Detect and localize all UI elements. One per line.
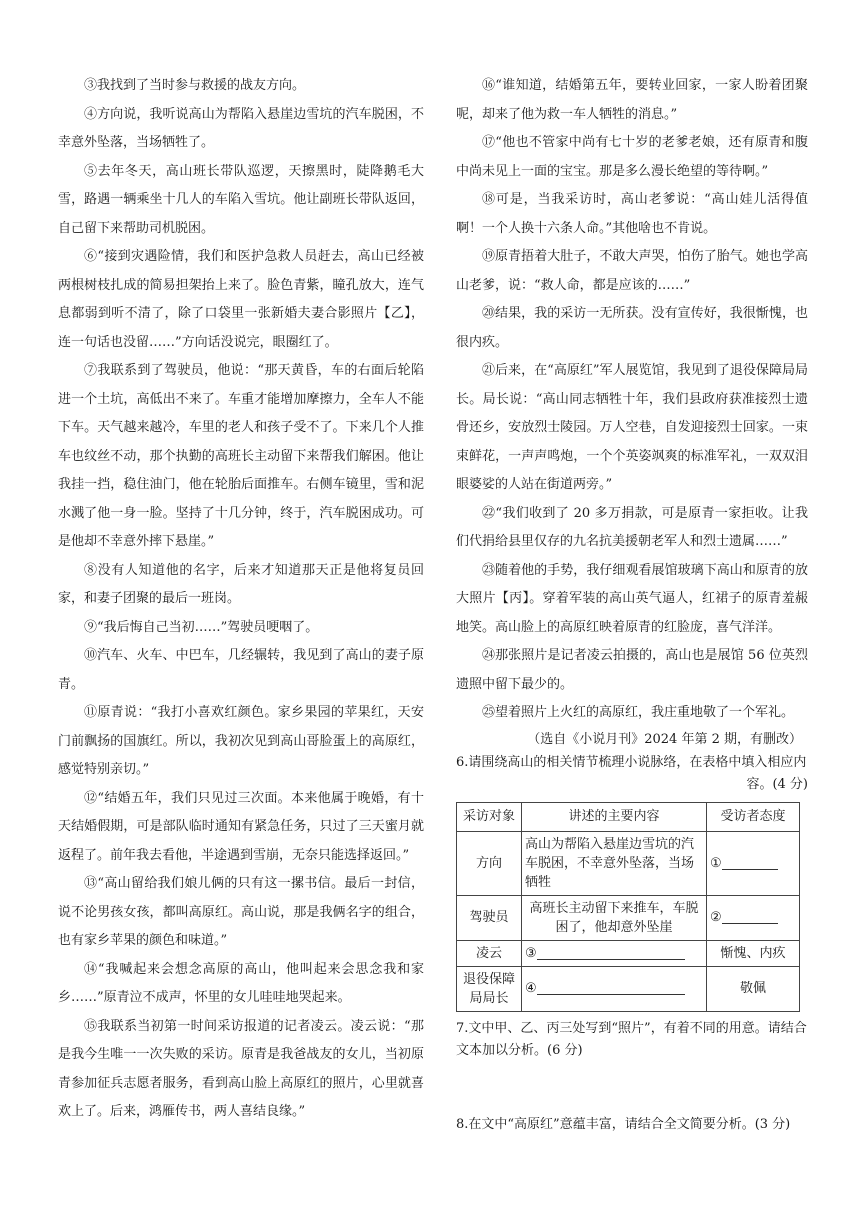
attitude-cell: 惭愧、内疚 bbox=[707, 940, 800, 966]
table-header: 采访对象 bbox=[457, 802, 522, 831]
interviewee-cell: 退役保障局局长 bbox=[457, 966, 522, 1011]
paragraph: ⑰“他也不管家中尚有七十岁的老爹老娘，还有原青和腹中尚未见上一面的宝宝。那是多么漫长绝望的等待啊。” bbox=[456, 135, 808, 179]
paragraph: ⑯“谁知道，结婚第五年，要转业回家，一家人盼着团聚呢，却来了他为救一车人牺牲的消息。” bbox=[456, 78, 808, 122]
answer-space-7[interactable] bbox=[456, 1062, 808, 1114]
paragraph: ⑦我联系到了驾驶员，他说：“那天黄昏，车的右面后轮陷进一个土坑，高低出不来了。车重才能增加摩擦力，全车人不能下车。天气越来越冷，车里的老人和孩子受不了。下来几个人推车也纹丝不动，那个执勤的高班长主动留下来帮我们解困。他让我挂一挡，稳住油门，他在轮胎后面推车。右侧车镜里，雪和泥水溅了他一身一脸。坚持了十几分钟，终于，汽车脱困成功。可是他却不幸意外摔下悬崖。” bbox=[58, 363, 424, 549]
answer-marker: ③ bbox=[525, 945, 537, 961]
paragraph: ㉕望着照片上火红的高原红，我庄重地敬了一个军礼。 bbox=[482, 705, 795, 720]
left-column bbox=[58, 72, 424, 1127]
paragraph: ⑧没有人知道他的名字，后来才知道那天正是他将复员回家，和妻子团聚的最后一班岗。 bbox=[58, 562, 424, 606]
table-header: 讲述的主要内容 bbox=[522, 802, 707, 831]
question-8: 8.在文中“高原红”意蕴丰富，请结合全文简要分析。(3 分) bbox=[456, 1116, 791, 1132]
question-7: 7.文中甲、乙、丙三处写到“照片”，有着不同的用意。请结合文本加以分析。(6 分) bbox=[456, 1020, 807, 1058]
table-row bbox=[457, 895, 800, 940]
paragraph: ⑥“接到灾遇险情，我们和医护急救人员赶去，高山已经被两根树枝扎成的简易担架抬上来了。脸色青紫，瞳孔放大，连气息都弱到听不清了，除了口袋里一张新婚夫妻合影照片【乙】，连一句话也没留……”方向话没说完，眼圈红了。 bbox=[58, 249, 424, 350]
answer-marker: ① bbox=[710, 855, 722, 871]
answer-blank[interactable] bbox=[537, 980, 685, 995]
right-column bbox=[456, 72, 808, 1136]
content-cell: 高班长主动留下来推车，车脱困了，他却意外坠崖 bbox=[522, 895, 707, 940]
paragraph: ㉒“我们收到了 20 多万捐款，可是原青一家拒收。让我们代捐给县里仅存的九名抗美援朝老军人和烈士遗属……” bbox=[456, 505, 808, 549]
paragraph: ⑫“结婚五年，我们只见过三次面。本来他属于晚婚，有十天结婚假期，可是部队临时通知有紧急任务，只过了三天蜜月就返程了。前年我去看他，半途遇到雪崩，无奈只能选择返回。” bbox=[58, 790, 424, 863]
paragraph: ⑪原青说：“我打小喜欢红颜色。家乡果园的苹果红，天安门前飘扬的国旗红。所以，我初次见到高山哥脸蛋上的高原红，感觉特别亲切。” bbox=[58, 705, 424, 777]
answer-blank[interactable] bbox=[537, 945, 685, 960]
table-row bbox=[457, 966, 800, 1011]
attitude-cell: 敬佩 bbox=[707, 966, 800, 1011]
paragraph: ⑤去年冬天，高山班长带队巡逻，天擦黑时，陡降鹅毛大雪，路遇一辆乘坐十几人的车陷入雪坑。他让副班长带队返回，自己留下来帮助司机脱困。 bbox=[58, 163, 424, 236]
interviewee-cell: 驾驶员 bbox=[457, 895, 522, 940]
paragraph: ⑬“高山留给我们娘儿俩的只有这一摞书信。最后一封信，说不论男孩女孩，都叫高原红。高山说，那是我俩名字的组合，也有家乡苹果的颜色和味道。” bbox=[58, 876, 424, 948]
interviewee-cell: 方向 bbox=[457, 831, 522, 895]
attitude-answer-cell[interactable] bbox=[707, 831, 800, 895]
table-row bbox=[457, 831, 800, 895]
paragraph: ⑲原青捂着大肚子，不敢大声哭，怕伤了胎气。她也学高山老爹，说：“救人命，都是应该的……” bbox=[456, 249, 808, 293]
source-citation: （选自《小说月刊》2024 年第 2 期，有删改） bbox=[527, 731, 802, 747]
table-row bbox=[457, 940, 800, 966]
answer-marker: ④ bbox=[525, 981, 537, 996]
table-header: 受访者态度 bbox=[707, 802, 800, 831]
paragraph: ㉔那张照片是记者凌云拍摄的，高山也是展馆 56 位英烈遗照中留下最少的。 bbox=[456, 648, 808, 692]
paragraph: ⑨“我后悔自己当初……”驾驶员哽咽了。 bbox=[84, 619, 319, 635]
paragraph: ③我找到了当时参与救援的战友方向。 bbox=[84, 78, 306, 93]
answer-marker: ② bbox=[710, 910, 722, 925]
content-answer-cell[interactable] bbox=[522, 966, 707, 1011]
paragraph: ⑱可是，当我采访时，高山老爹说：“高山娃儿活得值啊！一个人换十六条人命。”其他啥也不肯说。 bbox=[456, 192, 808, 236]
paragraph: ㉑后来，在“高原红”军人展览馆，我见到了退役保障局局长。局长说：“高山同志牺牲十年，我们县政府获准接烈士遗骨还乡，安放烈士陵园。万人空巷，自发迎接烈士回家。一束束鲜花，一声声鸣炮，一个个英姿飒爽的标准军礼，一双双泪眼婆娑的人站在街道两旁。” bbox=[456, 363, 808, 492]
paragraph: ④方向说，我听说高山为帮陷入悬崖边雪坑的汽车脱困，不幸意外坠落，当场牺牲了。 bbox=[58, 106, 424, 150]
content-answer-cell[interactable] bbox=[522, 940, 707, 966]
interviewee-cell: 凌云 bbox=[457, 940, 522, 966]
answer-blank[interactable] bbox=[722, 855, 778, 870]
question-6-cont: 容。(4 分) bbox=[746, 776, 808, 792]
paragraph: ㉓随着他的手势，我仔细观看展馆玻璃下高山和原青的放大照片【丙】。穿着军装的高山英气逼人，红裙子的原青羞赧地笑。高山脸上的高原红映着原青的红脸庞，喜气洋洋。 bbox=[456, 562, 808, 635]
paragraph: ⑩汽车、火车、中巴车，几经辗转，我见到了高山的妻子原青。 bbox=[58, 648, 424, 692]
question-6: 6.请围绕高山的相关情节梳理小说脉络，在表格中填入相应内 bbox=[456, 754, 807, 770]
attitude-answer-cell[interactable] bbox=[707, 895, 800, 940]
content-cell: 高山为帮陷入悬崖边雪坑的汽车脱困，不幸意外坠落，当场牺牲 bbox=[522, 831, 707, 895]
summary-table bbox=[456, 802, 800, 1012]
paragraph: ⑭“我喊起来会想念高原的高山，他叫起来会思念我和家乡……”原青泣不成声，怀里的女儿哇哇地哭起来。 bbox=[58, 961, 424, 1005]
paragraph: ⑮我联系当初第一时间采访报道的记者凌云。凌云说：“那是我今生唯一一次失败的采访。原青是我爸战友的女儿，当初原青参加征兵志愿者服务，看到高山脸上高原红的照片，心里就喜欢上了。后来，鸿雁传书，两人喜结良缘。” bbox=[58, 1018, 424, 1119]
paragraph: ⑳结果，我的采访一无所获。没有宣传好，我很惭愧，也很内疚。 bbox=[456, 306, 808, 350]
table-header-row bbox=[457, 802, 800, 831]
answer-blank[interactable] bbox=[722, 909, 778, 924]
